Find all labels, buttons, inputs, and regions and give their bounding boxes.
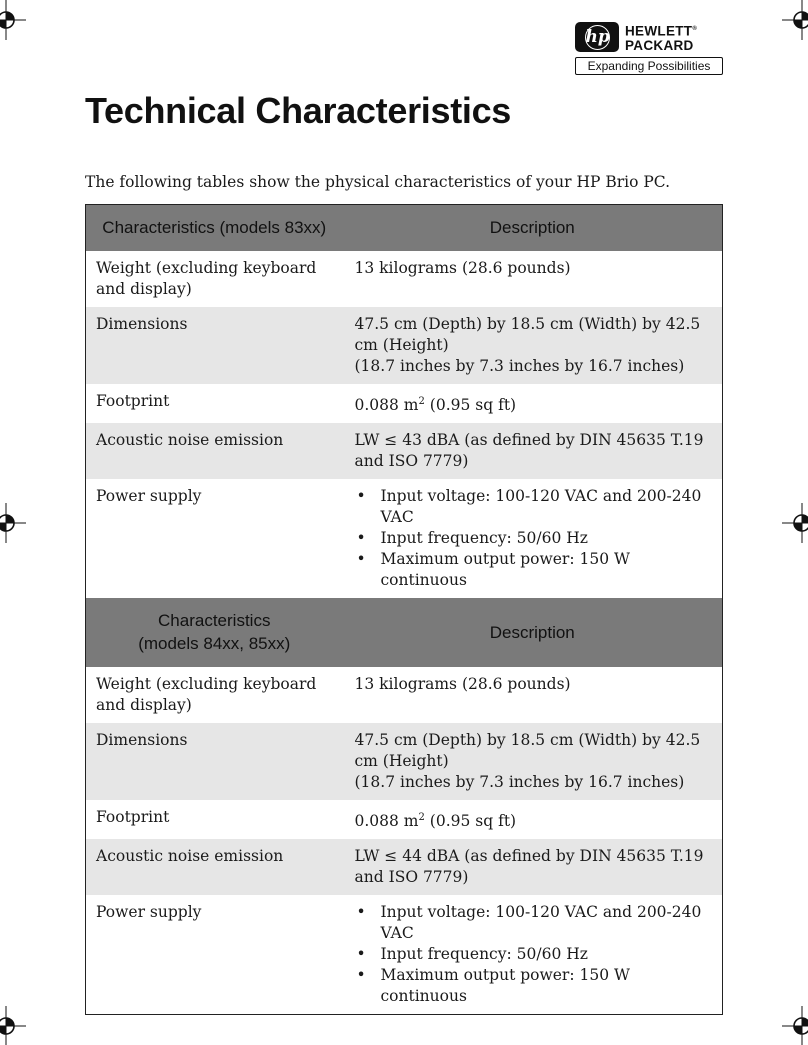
intro-text: The following tables show the physical characteristics of your HP Brio PC.: [85, 173, 671, 191]
table-row: [86, 895, 723, 1015]
dimensions-metric: 47.5 cm (Depth) by 18.5 cm (Width) by 42.5 cm (Height): [354, 730, 701, 770]
hp-logo: [575, 22, 723, 75]
footprint-imperial: (0.95 sq ft): [424, 811, 517, 830]
header-line: (models 84xx, 85xx): [138, 634, 291, 654]
registration-mark-icon: [782, 1006, 808, 1045]
registration-mark-icon: [0, 503, 26, 543]
table-header-row: [86, 205, 723, 251]
logo-line2: PACKARD: [625, 37, 694, 53]
table-row: [86, 839, 723, 895]
list-item: • Input voltage: 100-120 VAC and 200-240 VAC: [355, 486, 713, 528]
list-item: • Input frequency: 50/60 Hz: [355, 944, 713, 965]
registration-mark-icon: [782, 503, 808, 543]
row-value: [343, 895, 723, 1015]
list-item: • Maximum output power: 150 W continuous: [355, 549, 713, 591]
header-line: Characteristics: [158, 611, 271, 631]
power-supply-list: [355, 486, 713, 591]
row-value: [343, 479, 723, 598]
row-value: [343, 667, 723, 723]
row-label: Power supply: [96, 486, 202, 505]
list-item: • Input voltage: 100-120 VAC and 200-240 VAC: [355, 902, 713, 944]
logo-line1: HEWLETT: [625, 23, 693, 39]
list-item: • Maximum output power: 150 W continuous: [355, 965, 713, 1007]
row-value: [343, 800, 723, 839]
table-row: [86, 479, 723, 598]
footprint-value: 0.088 m: [354, 395, 419, 414]
footprint-exponent: 2: [418, 395, 425, 407]
table-row: [86, 800, 723, 839]
table-row: [86, 423, 723, 479]
row-label: Footprint: [96, 807, 170, 826]
hp-logo-mark: [575, 22, 619, 52]
table-row: [86, 307, 723, 384]
footprint-exponent: 2: [418, 811, 425, 823]
column-header-description: Description: [343, 205, 723, 251]
registration-mark-icon: [0, 0, 26, 40]
row-label: Dimensions: [86, 723, 343, 800]
technical-characteristics-table: [85, 204, 723, 1015]
table-row: [86, 723, 723, 800]
footprint-imperial: (0.95 sq ft): [424, 395, 517, 414]
hp-logo-glyph: hp: [585, 25, 610, 50]
row-label: Acoustic noise emission: [86, 839, 343, 895]
row-label: Weight (excluding keyboard and display): [96, 674, 317, 714]
hp-logo-wordmark: [625, 22, 697, 53]
dimensions-imperial: (18.7 inches by 7.3 inches by 16.7 inches): [354, 356, 685, 375]
list-item: • Input frequency: 50/60 Hz: [355, 528, 713, 549]
row-label: Acoustic noise emission: [86, 423, 343, 479]
registration-mark-icon: [782, 0, 808, 40]
registration-mark-icon: [0, 1006, 26, 1045]
logo-trademark: ®: [692, 26, 698, 32]
row-value: [343, 384, 723, 423]
row-value: [343, 307, 723, 384]
table-row: [86, 251, 723, 307]
footprint-value: 0.088 m: [354, 811, 419, 830]
dimensions-metric: 47.5 cm (Depth) by 18.5 cm (Width) by 42.5 cm (Height): [354, 314, 701, 354]
row-label: Footprint: [96, 391, 170, 410]
table-row: [86, 667, 723, 723]
weight-value: 13 kilograms (28.6 pounds): [354, 674, 571, 693]
column-header-characteristics: [86, 598, 343, 667]
column-header-description: Description: [343, 598, 723, 667]
page-title: Technical Characteristics: [85, 90, 512, 131]
dimensions-imperial: (18.7 inches by 7.3 inches by 16.7 inches): [354, 772, 685, 791]
weight-value: 13 kilograms (28.6 pounds): [354, 258, 571, 277]
row-value: [343, 251, 723, 307]
power-supply-list: [355, 902, 713, 1007]
table-row: [86, 384, 723, 423]
row-label: Weight (excluding keyboard and display): [96, 258, 317, 298]
logo-tagline: Expanding Possibilities: [575, 57, 723, 75]
column-header-characteristics: Characteristics (models 83xx): [86, 205, 343, 251]
row-value: LW ≤ 43 dBA (as defined by DIN 45635 T.19 and ISO 7779): [343, 423, 723, 479]
row-label: Dimensions: [86, 307, 343, 384]
row-value: LW ≤ 44 dBA (as defined by DIN 45635 T.19 and ISO 7779): [343, 839, 723, 895]
table-header-row: [86, 598, 723, 667]
row-label: Power supply: [96, 902, 202, 921]
row-value: [343, 723, 723, 800]
